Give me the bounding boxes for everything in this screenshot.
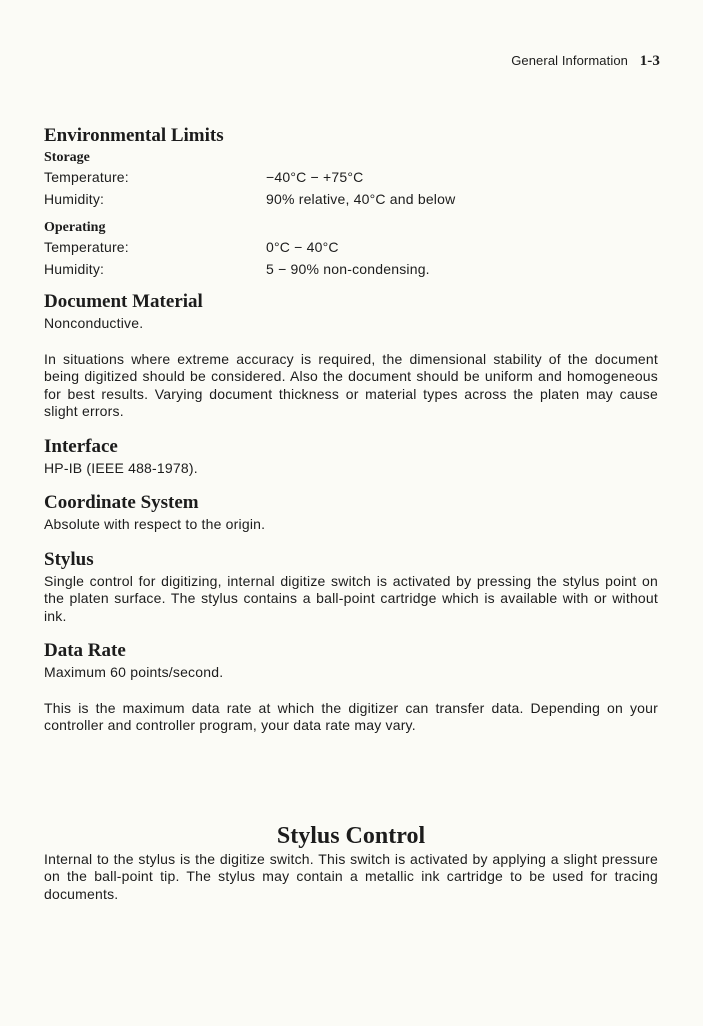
data-rate-heading: Data Rate — [44, 640, 126, 661]
document-material-heading: Document Material — [44, 291, 203, 312]
stylus-control-heading: Stylus Control — [276, 822, 426, 849]
operating-temperature-label: Temperature: — [44, 239, 129, 255]
operating-humidity-value: 5 − 90% non-condensing. — [266, 261, 430, 277]
stylus-control-section — [44, 821, 658, 904]
document-material-text: Nonconductive. — [44, 315, 144, 331]
data-rate-text: Maximum 60 points/second. — [44, 664, 224, 680]
data-rate-section — [44, 639, 658, 735]
operating-temperature-value: 0°C − 40°C — [266, 239, 339, 255]
storage-heading: Storage — [44, 150, 90, 165]
storage-humidity-value: 90% relative, 40°C and below — [266, 191, 456, 207]
page-number: 1-3 — [639, 53, 660, 69]
document-material-section — [44, 290, 658, 421]
stylus-control-paragraph: Internal to the stylus is the digitize switch. This switch is activated by applying a slight pressure on the ball-point tip. The stylus may contain a metallic ink cartridge to be used for tracing documents. — [44, 850, 658, 902]
storage-humidity-row — [44, 188, 658, 210]
interface-section — [44, 435, 658, 478]
interface-text: HP-IB (IEEE 488-1978). — [44, 459, 198, 476]
stylus-text: Single control for digitizing, internal digitize switch is activated by pressing the stylus point on the platen surface. The stylus contains a ball-point cartridge which is available with or without ink. — [44, 572, 658, 624]
document-material-paragraph: In situations where extreme accuracy is required, the dimensional stability of the document being digitized should be considered. Also the document should be uniform and homogeneous for best results. Varying document thickness or material types across the platen may cause slight errors. — [44, 350, 658, 419]
operating-heading: Operating — [44, 220, 106, 235]
stylus-heading: Stylus — [44, 548, 94, 570]
coordinate-system-text: Absolute with respect to the origin. — [44, 516, 266, 532]
header-section-title: General Information — [511, 53, 628, 68]
interface-heading: Interface — [44, 435, 118, 457]
environmental-limits-section — [44, 124, 658, 280]
coordinate-system-heading: Coordinate System — [44, 492, 199, 513]
storage-temperature-row — [44, 166, 658, 188]
stylus-section — [44, 548, 658, 626]
storage-temperature-label: Temperature: — [44, 169, 129, 185]
operating-humidity-label: Humidity: — [44, 261, 105, 277]
running-header — [511, 53, 660, 70]
operating-temperature-row — [44, 236, 658, 258]
data-rate-paragraph: This is the maximum data rate at which the digitizer can transfer data. Depending on your controller and controller program, your data rate may vary. — [44, 699, 658, 733]
coordinate-system-section — [44, 491, 658, 534]
storage-temperature-value: −40°C − +75°C — [266, 169, 364, 185]
operating-humidity-row — [44, 258, 658, 280]
storage-humidity-label: Humidity: — [44, 191, 105, 207]
page-content — [44, 124, 658, 903]
environmental-limits-heading: Environmental Limits — [44, 125, 224, 146]
